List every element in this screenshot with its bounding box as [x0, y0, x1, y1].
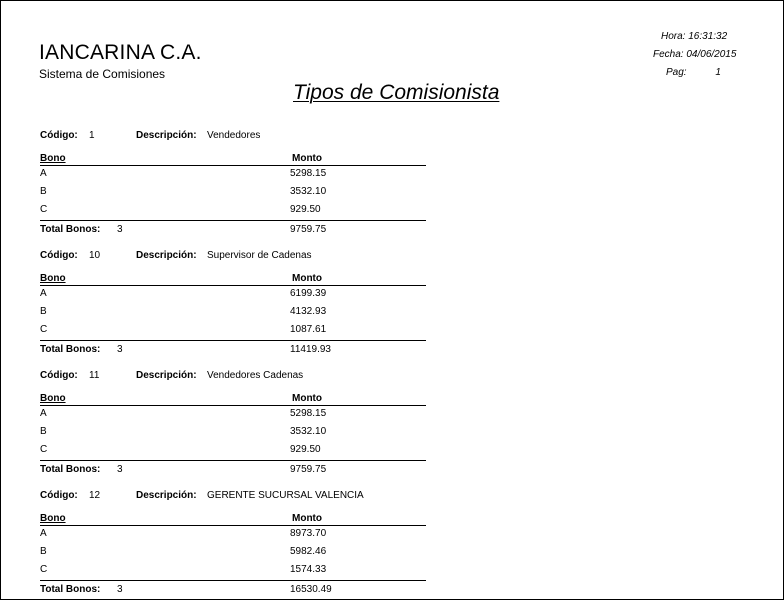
total-monto: 16530.49	[290, 584, 332, 595]
hora-value: 16:31:32	[688, 31, 728, 42]
bono-row	[40, 165, 426, 183]
bono-value: A	[40, 408, 47, 419]
bono-row	[40, 183, 426, 201]
total-monto: 9759.75	[290, 224, 327, 235]
monto-value: 1574.33	[290, 564, 327, 575]
bono-value: B	[40, 306, 47, 317]
bono-row	[40, 285, 426, 303]
bono-value: A	[40, 288, 47, 299]
total-monto: 11419.93	[290, 344, 331, 355]
bono-value: C	[40, 324, 48, 335]
bono-rows	[40, 525, 426, 579]
bono-value: A	[40, 168, 47, 179]
bono-column-header: Bono	[40, 393, 66, 404]
company-name: IANCARINA C.A.	[39, 41, 202, 64]
total-bonos-count: 3	[117, 584, 123, 595]
descripcion-value: Supervisor de Cadenas	[207, 250, 312, 261]
bono-row	[40, 561, 426, 579]
monto-value: 6199.39	[290, 288, 327, 299]
system-subtitle: Sistema de Comisiones	[39, 67, 166, 81]
descripcion-label: Descripción:	[136, 370, 197, 381]
commission-type-group	[40, 249, 440, 369]
report-time	[661, 32, 727, 42]
bono-row	[40, 405, 426, 423]
codigo-value: 12	[89, 490, 101, 501]
codigo-value: 11	[89, 370, 100, 381]
bono-column-header: Bono	[40, 273, 66, 284]
codigo-label: Código:	[40, 370, 78, 381]
monto-value: 5298.15	[290, 168, 327, 179]
bono-row	[40, 441, 426, 459]
monto-column-header: Monto	[292, 273, 322, 284]
commission-type-group	[40, 129, 440, 249]
group-totals	[40, 580, 426, 597]
group-totals	[40, 460, 426, 477]
codigo-value: 1	[89, 130, 95, 141]
monto-value: 929.50	[290, 204, 321, 215]
total-bonos-count: 3	[117, 464, 123, 475]
bono-row	[40, 303, 426, 321]
monto-value: 3532.10	[290, 426, 327, 437]
fecha-value: 04/06/2015	[686, 49, 737, 60]
bono-row	[40, 321, 426, 339]
descripcion-value: Vendedores Cadenas	[207, 370, 304, 381]
monto-value: 3532.10	[290, 186, 327, 197]
codigo-value: 10	[89, 250, 101, 261]
bono-rows	[40, 405, 426, 459]
group-totals	[40, 340, 426, 357]
bono-row	[40, 201, 426, 219]
codigo-label: Código:	[40, 490, 78, 501]
descripcion-value: GERENTE SUCURSAL VALENCIA	[207, 490, 364, 501]
bono-value: C	[40, 444, 48, 455]
bono-value: A	[40, 528, 47, 539]
bono-value: C	[40, 204, 48, 215]
bono-row	[40, 423, 426, 441]
monto-value: 1087.61	[290, 324, 327, 335]
descripcion-label: Descripción:	[136, 250, 197, 261]
total-bonos-label: Total Bonos:	[40, 584, 101, 595]
bono-rows	[40, 285, 426, 339]
report-page-number	[666, 68, 721, 78]
monto-value: 8973.70	[290, 528, 327, 539]
bono-value: B	[40, 186, 47, 197]
bono-value: B	[40, 546, 47, 557]
bono-rows	[40, 165, 426, 219]
bono-row	[40, 525, 426, 543]
total-bonos-label: Total Bonos:	[40, 224, 101, 235]
descripcion-value: Vendedores	[207, 130, 261, 141]
bono-column-header: Bono	[40, 153, 66, 164]
total-bonos-count: 3	[117, 224, 123, 235]
report-title: Tipos de Comisionista	[293, 81, 500, 104]
monto-column-header: Monto	[292, 393, 322, 404]
total-bonos-count: 3	[117, 344, 123, 355]
bono-value: C	[40, 564, 48, 575]
monto-column-header: Monto	[292, 153, 322, 164]
commission-type-group	[40, 369, 440, 489]
pag-label: Pag:	[666, 67, 687, 78]
column-header	[40, 152, 426, 166]
monto-column-header: Monto	[292, 513, 322, 524]
report-date	[653, 50, 736, 60]
group-totals	[40, 220, 426, 237]
monto-value: 5982.46	[290, 546, 327, 557]
monto-value: 5298.15	[290, 408, 327, 419]
total-bonos-label: Total Bonos:	[40, 464, 101, 475]
column-header	[40, 392, 426, 406]
bono-column-header: Bono	[40, 513, 66, 524]
bono-value: B	[40, 426, 47, 437]
pag-value: 1	[715, 67, 721, 78]
descripcion-label: Descripción:	[136, 130, 197, 141]
codigo-label: Código:	[40, 130, 78, 141]
commission-type-group	[40, 489, 440, 600]
total-bonos-label: Total Bonos:	[40, 344, 101, 355]
hora-label: Hora:	[661, 31, 686, 42]
monto-value: 4132.93	[290, 306, 327, 317]
bono-row	[40, 543, 426, 561]
column-header	[40, 272, 426, 286]
descripcion-label: Descripción:	[136, 490, 197, 501]
fecha-label: Fecha:	[653, 49, 684, 60]
monto-value: 929.50	[290, 444, 321, 455]
column-header	[40, 512, 426, 526]
total-monto: 9759.75	[290, 464, 327, 475]
codigo-label: Código:	[40, 250, 78, 261]
